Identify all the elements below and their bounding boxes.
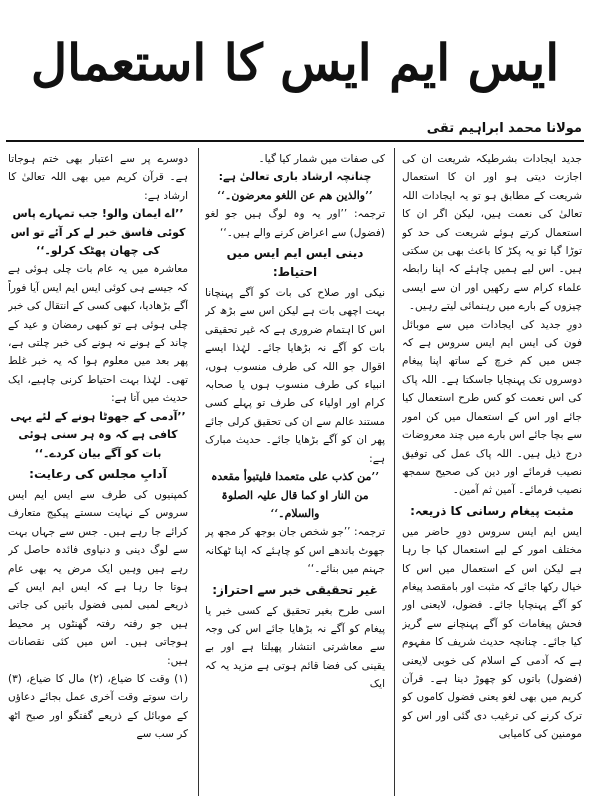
paragraph: کمپنیوں کی طرف سے ایس ایم ایس سروس کے نہایت سستے پیکیج متعارف کرائے جا رہے ہیں۔ جس سے جہاں بہت سے لوگ دینی و دنیاوی فائدہ حاصل کر رہے ہیں وہیں ایک مرض یہ بھی عام ہوتا جا رہا ہے کہ ایس ایم ایس کے ذریعے لمبی لمبی فضول باتیں کی جاتی ہیں جو رفتہ رفتہ گھنٹوں پر محیط ہوجاتی ہیں۔ اس میں کئی نقصانات ہیں: — [8, 488, 188, 667]
paragraph: کی صفات میں شمار کیا گیا۔ — [258, 153, 385, 165]
column-middle — [205, 150, 385, 796]
paragraph: جدید ایجادات بشرطیکہ شریعت ان کی اجازت دیتی ہو اور ان کا استعمال شریعت کے مطابق ہو تو یہ ایجادات اللہ تعالیٰ کی نعمت ہیں، لیکن اگر ان کا استعمال کرتے ہوئے شریعت کی حد کو توڑا گیا تو یہ پکڑ کا باعث بھی بن سکتی ہیں۔ اس لیے ہمیں چاہئے کہ اپنا رابطہ علماء کرام سے رکھیں اور ان سے ایسی چیزوں کے بارے میں رہنمائی لیتے رہیں۔ — [402, 153, 582, 313]
article-title: ایس ایم ایس کا استعمال — [30, 33, 560, 92]
section-heading: آدابِ مجلس کی رعایت: — [29, 466, 167, 481]
paragraph: (۱) وقت کا ضیاع، (۲) مال کا ضیاع، (۳) رات سوتے وقت آخری عمل بجائے دعاؤں کے موبائل کے ذریعے گفتگو اور صبح اٹھ کر سب سے — [8, 672, 188, 741]
paragraph: دورِ جدید کی ایجادات میں سے موبائل فون کی ایس ایم ایس سروس ہے کہ جس میں کم خرچ کے ساتھ اپنا پیغام دوسروں تک پہنچایا جاسکتا ہے۔ اللہ پاک کی اس نعمت کو کس طرح استعمال کیا جائے اور اس کے استعمال میں کن امور سے بچا جائے اس بارے میں چند معروضات درج ذیل ہیں۔ اللہ پاک عمل کی توفیق نصیب فرمائے اور دین کی صحیح سمجھ نصیب فرمائے۔ آمین ثم آمین۔ — [402, 318, 582, 497]
paragraph: ایس ایم ایس سروس دورِ حاضر میں مختلف امور کے لیے استعمال کیا جا رہا ہے لیکن اس کے استعمال میں اس کا خیال رکھا جائے کہ مثبت اور بامقصد پیغام کو آگے پہنچایا جائے۔ فضول، لایعنی اور فحش پیغامات کو آگے پہنچانے سے گریز کیا جائے۔ چنانچہ حدیث شریف کا مفہوم ہے کہ آدمی کے اسلام کی خوبی لایعنی (فضول) باتوں کو چھوڑ دینا ہے۔ قرآن کریم میں بھی لغو یعنی فضول کاموں کو ترک کرنے کی ترغیب دی گئی اور اس کو مومنین کی کامیابی — [402, 525, 582, 741]
paragraph: معاشرہ میں یہ عام بات چلی ہوئی ہے کہ جیسے ہی کوئی ایس ایم ایس آیا فوراً آگے بڑھادیا، کبھی کسی کے انتقال کی خبر چلی ہوئی ہے تو کبھی رمضان و عید کے چاند کے ہونے نہ ہونے کی خبر چلتی ہے، پھر بعد میں معلوم ہوا کہ یہ خبر غلط تھی۔ لہٰذا بہت احتیاط کرنی چاہیے، ایک حدیث میں آتا ہے: — [8, 263, 188, 405]
column-divider-right — [394, 148, 395, 796]
section-heading: دینی ایس ایم ایس میں احتیاط: — [226, 246, 364, 280]
header-rule — [6, 140, 584, 142]
column-divider-left — [198, 148, 199, 796]
author-name: مولانا محمد ابراہیم تقی — [426, 121, 582, 136]
section-heading: غیر تحقیقی خبر سے احتراز: — [212, 582, 378, 597]
translation: ترجمہ: ’’جو شخص جان بوجھ کر مجھ پر جھوٹ باندھے اس کو چاہئے کہ اپنا ٹھکانہ جہنم میں بنائے۔‘‘ — [205, 526, 385, 576]
translation: ترجمہ: ’’اور یہ وہ لوگ ہیں جو لغو (فضول) سے اعراض کرنے والے ہیں۔‘‘ — [205, 208, 385, 239]
paragraph: اسی طرح بغیر تحقیق کے کسی خبر یا پیغام کو آگے نہ بڑھایا جائے اس کی وجہ سے معاشرتی انتشار پھیلتا ہے اور بے یقینی کی فضا قائم ہوتی ہے مزید یہ کہ ایک — [205, 604, 385, 691]
quran-quote: ’’اے ایمان والو! جب تمہارے پاس کوئی فاسق خبر لے کر آئے تو اس کی چھان پھٹک کرلو۔‘‘ — [10, 207, 186, 258]
paragraph: نیکی اور صلاح کی بات کو آگے پہنچانا بہت اچھی بات ہے لیکن اس سے بڑھ کر اس کا اہتمام ضروری ہے کہ غیر تحقیقی بات کو آگے نہ بڑھایا جائے۔ لہٰذا ایسے اقوال جو اللہ کی طرف منسوب ہوں، انبیاء کی طرف منسوب ہوں یا صحابہ کرام اور اولیاء کی طرف تو پہلے کسی مستند عالم سے ان کی تحقیق کرلی جائے پھر ان کو آگے بڑھایا جائے۔ حدیث مبارک ہے: — [205, 287, 385, 465]
paragraph: چنانچہ ارشاد باری تعالیٰ ہے: — [218, 170, 372, 184]
hadith-quote: ’’من کذب علی متعمدا فلیتبوأ مقعدہ من النار او کما قال علیہ الصلوۃ والسلام۔‘‘ — [210, 470, 380, 520]
section-heading: مثبت پیغام رسانی کا ذریعہ: — [410, 503, 574, 518]
column-right — [402, 150, 582, 796]
column-left — [8, 150, 188, 796]
arabic-quote: ’’والذین ھم عن اللغو معرضون۔‘‘ — [217, 188, 373, 202]
paragraph: دوسرے پر سے اعتبار بھی ختم ہوجاتا ہے۔ قرآن کریم میں بھی اللہ تعالیٰ کا ارشاد ہے: — [8, 153, 188, 202]
hadith-quote: ’’آدمی کے جھوٹا ہونے کے لئے یہی کافی ہے کہ وہ ہر سنی ہوئی بات کو آگے بیان کردے۔‘‘ — [10, 409, 186, 460]
